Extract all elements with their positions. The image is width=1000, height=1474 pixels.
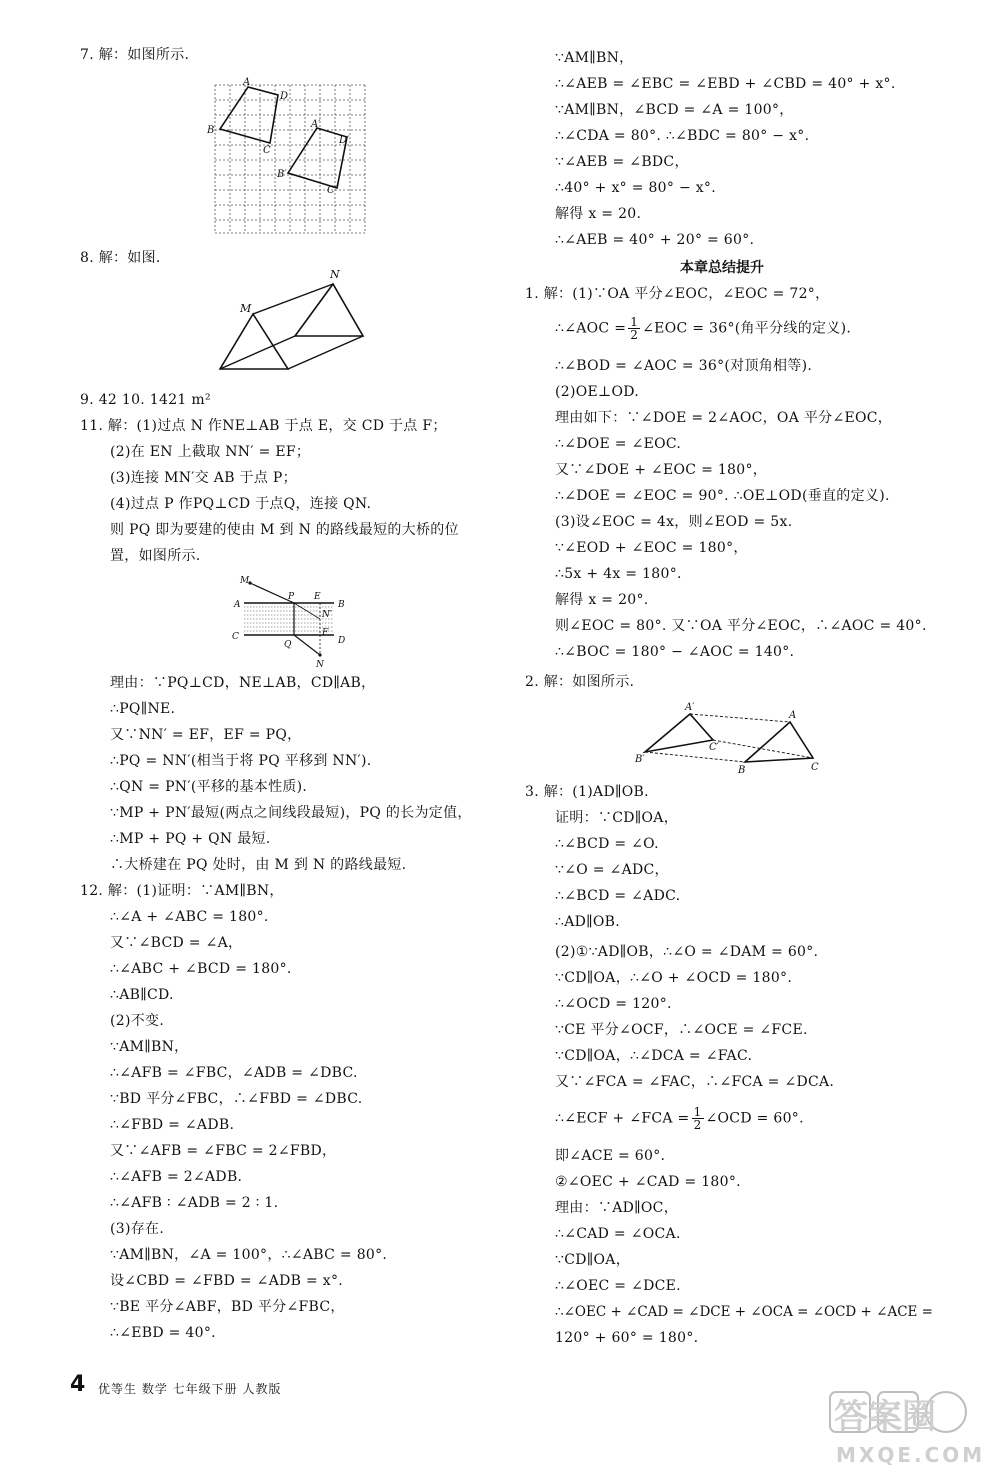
s1-line-2: ∴∠AOC = $\frac{1}{2}$ ∠EOC = 36°(角平分线的定义).: [555, 315, 852, 342]
svg-text:B: B: [738, 765, 746, 776]
s3-line-16: 理由：∵AD∥OC，: [555, 1200, 678, 1216]
svg-text:A′: A′: [685, 702, 695, 713]
svg-text:A: A: [234, 600, 241, 610]
svg-text:E: E: [314, 592, 321, 602]
s3-line-10: ∵CE 平分∠OCF，∴∠OCE = ∠FCE.: [555, 1022, 808, 1038]
q12-line-10: ∴∠FBD = ∠ADB.: [110, 1117, 235, 1133]
figure-s2-translation: [635, 700, 835, 775]
s1-line-6: ∴∠DOE = ∠EOC.: [555, 436, 682, 452]
q11-reason-3: 又∵NN′ = EF，EF = PQ，: [110, 727, 302, 743]
svg-text:Q: Q: [284, 640, 292, 650]
s1-line-4: (2)OE⊥OD.: [555, 384, 640, 400]
figure-q11-bridge: [230, 575, 360, 670]
s3-line-4: ∵∠O = ∠ADC，: [555, 862, 669, 878]
right-line-7: 解得 x = 20.: [555, 206, 642, 222]
s3-line-18: ∵CD∥OA，: [555, 1252, 630, 1268]
q12-line-6: (2)不变.: [110, 1013, 165, 1029]
s1-line-14: ∴∠BOC = 180° − ∠AOC = 140°.: [555, 644, 795, 660]
q11-reason-8: ∴大桥建在 PQ 处时，由 M 到 N 的路线最短.: [110, 857, 407, 873]
svg-text:C: C: [232, 632, 239, 642]
book-info: 优等生 数学 七年级下册 人教版: [98, 1382, 282, 1396]
svg-text:B: B: [207, 125, 215, 136]
q11-reason-1: 理由：∵PQ⊥CD，NE⊥AB，CD∥AB，: [110, 675, 376, 691]
svg-text:D: D: [338, 636, 346, 646]
s2-line: 2. 解：如图所示.: [525, 674, 635, 690]
right-line-5: ∵∠AEB = ∠BDC，: [555, 154, 689, 170]
q12-line-12: ∴∠AFB = 2∠ADB.: [110, 1169, 243, 1185]
svg-text:C: C: [263, 145, 271, 156]
q7-line: 7. 解：如图所示.: [80, 47, 190, 63]
s3-line-19: ∴∠OEC = ∠DCE.: [555, 1278, 681, 1294]
s3-line-5: ∴∠BCD = ∠ADC.: [555, 888, 681, 904]
s3-line-3: ∴∠BCD = ∠O.: [555, 836, 659, 852]
s3-line-11: ∵CD∥OA，∴∠DCA = ∠FAC.: [555, 1048, 753, 1064]
svg-text:D: D: [280, 91, 289, 102]
svg-text:A′: A′: [311, 119, 321, 130]
q9-q10-line: 9. 42 10. 1421 m²: [80, 392, 211, 408]
watermark-logo: [826, 1388, 986, 1468]
fraction-half: $\frac{1}{2}$: [630, 315, 639, 342]
right-line-8: ∴∠AEB = 40° + 20° = 60°.: [555, 232, 755, 248]
q12-line-3: 又∵∠BCD = ∠A，: [110, 935, 243, 951]
svg-text:M: M: [240, 302, 252, 315]
q11-reason-2: ∴PQ∥NE.: [110, 701, 176, 717]
q12-line-17: ∵BE 平分∠ABF，BD 平分∠FBC，: [110, 1299, 345, 1315]
q12-line-11: 又∵∠AFB = ∠FBC = 2∠FBD，: [110, 1143, 337, 1159]
q12-line-9: ∵BD 平分∠FBC，∴∠FBD = ∠DBC.: [110, 1091, 363, 1107]
svg-text:C: C: [811, 762, 819, 773]
q11-line-5: 则 PQ 即为要建的使由 M 到 N 的路线最短的大桥的位: [110, 522, 459, 538]
s3-line-2: 证明：∵CD∥OA，: [555, 810, 678, 826]
s3-line-8: ∵CD∥OA，∴∠O + ∠OCD = 180°.: [555, 970, 793, 986]
svg-text:C′: C′: [709, 742, 719, 753]
right-line-1: ∵AM∥BN，: [555, 50, 634, 66]
svg-text:M: M: [240, 576, 250, 586]
svg-text:A: A: [243, 77, 251, 88]
svg-text:F: F: [322, 628, 329, 638]
q12-line-13: ∴∠AFB ∶ ∠ADB = 2 ∶ 1.: [110, 1195, 279, 1211]
page-number: 4: [70, 1372, 86, 1397]
svg-text:N: N: [330, 268, 340, 281]
q12-line-4: ∴∠ABC + ∠BCD = 180°.: [110, 961, 292, 977]
q11-line-2: (2)在 EN 上截取 NN′ = EF；: [110, 444, 311, 460]
svg-text:A: A: [789, 710, 797, 721]
q8-line: 8. 解：如图.: [80, 250, 161, 266]
section-title: 本章总结提升: [680, 260, 764, 276]
right-line-4: ∴∠CDA = 80°. ∴∠BDC = 80° − x°.: [555, 128, 810, 144]
watermark-url: MXQE.COM: [836, 1443, 986, 1467]
right-line-2: ∴∠AEB = ∠EBC = ∠EBD + ∠CBD = 40° + x°.: [555, 76, 896, 92]
s1-line-8: ∴∠DOE = ∠EOC = 90°. ∴OE⊥OD(垂直的定义).: [555, 488, 890, 504]
s3-line-20: ∴∠OEC + ∠CAD = ∠DCE + ∠OCA = ∠OCD + ∠ACE =: [555, 1304, 933, 1320]
q11-reason-5: ∴QN = PN′(平移的基本性质).: [110, 779, 308, 795]
s3-line-9: ∴∠OCD = 120°.: [555, 996, 672, 1012]
s3-line-1: 3. 解：(1)AD∥OB.: [525, 784, 649, 800]
q11-reason-6: ∵MP + PN′最短(两点之间线段最短)，PQ 的长为定值，: [110, 805, 472, 821]
q12-line-14: (3)存在.: [110, 1221, 165, 1237]
s3-line-14: 即∠ACE = 60°.: [555, 1148, 666, 1164]
svg-text:C′: C′: [327, 185, 337, 196]
s3-line-12: 又∵∠FCA = ∠FAC，∴∠FCA = ∠DCA.: [555, 1074, 835, 1090]
s1-line-12: 解得 x = 20°.: [555, 592, 649, 608]
s1-line-13: 则∠EOC = 80°. 又∵OA 平分∠EOC，∴∠AOC = 40°.: [555, 618, 927, 634]
right-line-3: ∵AM∥BN，∠BCD = ∠A = 100°，: [555, 102, 794, 118]
svg-text:N: N: [316, 660, 324, 670]
svg-text:B: B: [338, 600, 345, 610]
s1-line-3: ∴∠BOD = ∠AOC = 36°(对顶角相等).: [555, 358, 813, 374]
q12-line-1: 12. 解：(1)证明：∵AM∥BN，: [80, 883, 284, 899]
q12-line-2: ∴∠A + ∠ABC = 180°.: [110, 909, 269, 925]
s3-line-17: ∴∠CAD = ∠OCA.: [555, 1226, 681, 1242]
figure-q8-translation: [210, 266, 410, 376]
q11-line-3: (3)连接 MN′交 AB 于点 P；: [110, 470, 297, 486]
q11-line-6: 置，如图所示.: [110, 548, 201, 564]
s1-line-11: ∴5x + 4x = 180°.: [555, 566, 682, 582]
svg-text:B′: B′: [277, 169, 287, 180]
s1-line-1: 1. 解：(1)∵OA 平分∠EOC，∠EOC = 72°，: [525, 286, 830, 302]
figure-q7-grid: [207, 77, 365, 233]
q11-reason-7: ∴MP + PQ + QN 最短.: [110, 831, 271, 847]
s1-line-5: 理由如下：∵∠DOE = 2∠AOC，OA 平分∠EOC，: [555, 410, 893, 426]
q12-line-15: ∵AM∥BN，∠A = 100°，∴∠ABC = 80°.: [110, 1247, 388, 1263]
s3-line-15: ②∠OEC + ∠CAD = 180°.: [555, 1174, 741, 1190]
q12-line-16: 设∠CBD = ∠FBD = ∠ADB = x°.: [110, 1273, 344, 1289]
right-line-6: ∴40° + x° = 80° − x°.: [555, 180, 716, 196]
s3-line-13: ∴∠ECF + ∠FCA = $\frac{1}{2}$ ∠OCD = 60°.: [555, 1105, 804, 1132]
s1-line-7: 又∵∠DOE + ∠EOC = 180°，: [555, 462, 768, 478]
svg-text:D′: D′: [339, 135, 350, 146]
q12-line-8: ∴∠AFB = ∠FBC，∠ADB = ∠DBC.: [110, 1065, 358, 1081]
q11-line-4: (4)过点 P 作PQ⊥CD 于点Q，连接 QN.: [110, 496, 372, 512]
s3-line-6: ∴AD∥OB.: [555, 914, 621, 930]
s1-line-10: ∵∠EOD + ∠EOC = 180°，: [555, 540, 748, 556]
svg-text:B′: B′: [635, 754, 645, 765]
s3-line-21: 120° + 60° = 180°.: [555, 1330, 699, 1346]
svg-text:P: P: [288, 592, 295, 602]
s1-line-9: (3)设∠EOC = 4x，则∠EOD = 5x.: [555, 514, 793, 530]
svg-text:N′: N′: [322, 610, 332, 620]
q11-line-1: 11. 解：(1)过点 N 作NE⊥AB 于点 E，交 CD 于点 F；: [80, 418, 447, 434]
fraction-half-2: $\frac{1}{2}$: [693, 1105, 702, 1132]
s3-line-7: (2)①∵AD∥OB，∴∠O = ∠DAM = 60°.: [555, 944, 819, 960]
q12-line-18: ∴∠EBD = 40°.: [110, 1325, 216, 1341]
q12-line-7: ∵AM∥BN，: [110, 1039, 189, 1055]
q11-reason-4: ∴PQ = NN′(相当于将 PQ 平移到 NN′).: [110, 753, 372, 769]
watermark-text: 答案圈: [834, 1397, 936, 1437]
q12-line-5: ∴AB∥CD.: [110, 987, 174, 1003]
